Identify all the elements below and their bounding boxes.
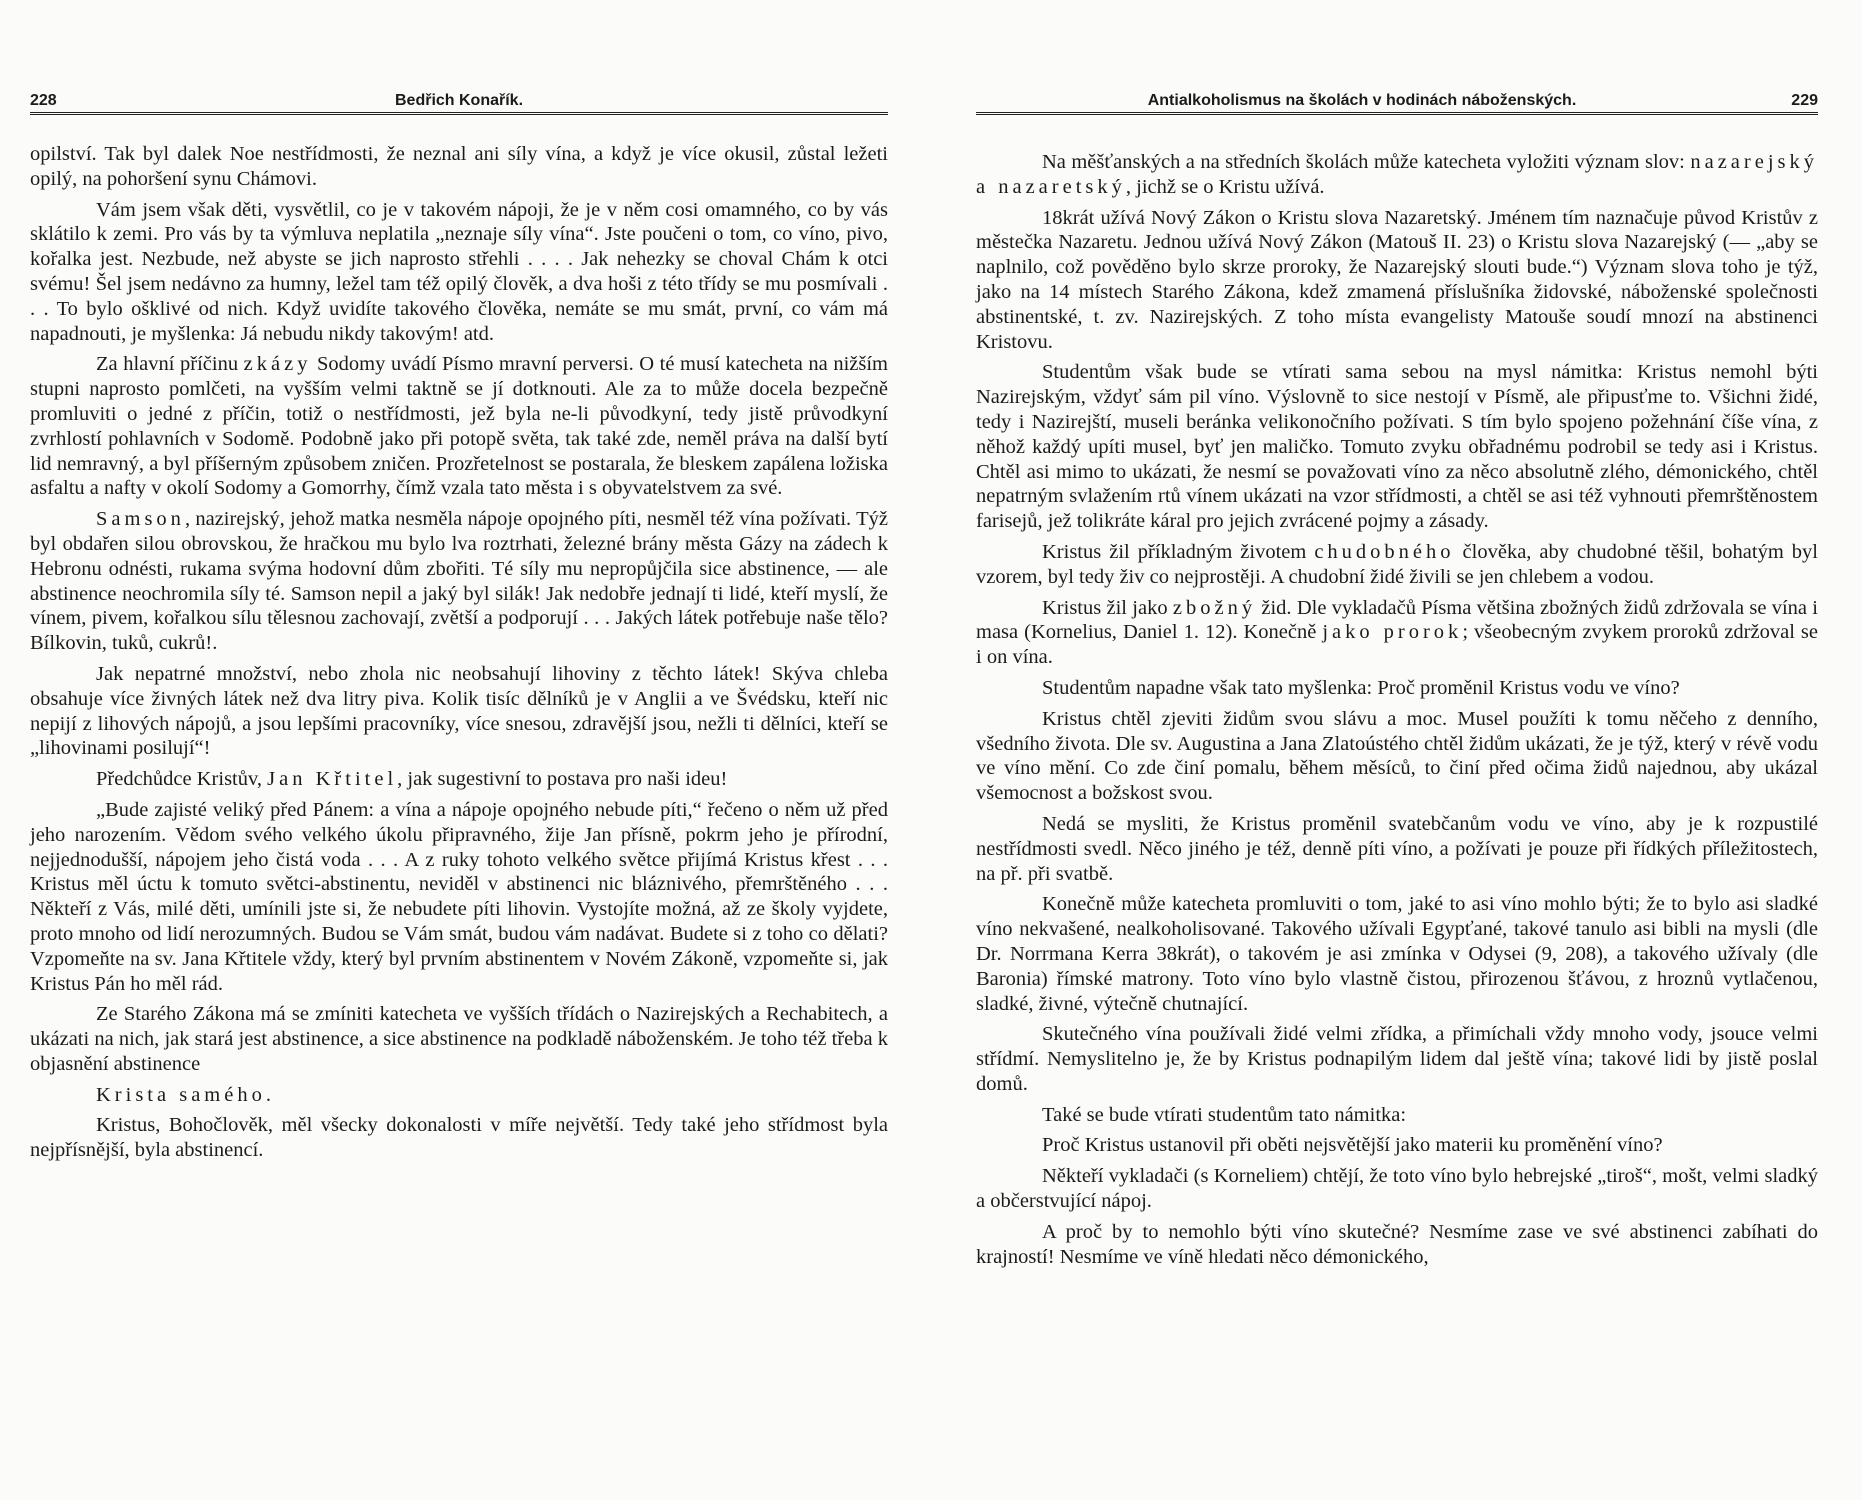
- text-run: „Bude zajisté veliký před Pánem: a vína a nápoje opojného nebude píti,“ řečeno o něm už před jeho narozením. Vědom svého velkého úkolu připravného, žije Jan přísně, pokrm jeho je přírodní, nejjednodušší, nápojem jeho čistá voda . . . A z ruky tohoto velkého světce přijímá Kristus křest . . . Kristus měl úctu k tomuto světci-abstinentu, neviděl v abstinenci nic bláznivého, přemrštěného . . . Někteří z Vás, milé děti, umínili jste si, že nebudete píti lihovin. Vystojíte možná, až ze školy vyjdete, proto mnoho od lidí nerozumných. Budou se Vám smát, budou vám nadávat. Budete si z toho co dělati? Vzpomeňte na sv. Jana Křtitele vždy, který byl prvním abstinentem v Novém Zákoně, vzpomeňte si, jak Kristus Pán ho měl rád.: [30, 798, 888, 995]
- paragraph: [976, 1103, 1818, 1128]
- text-run: 18krát užívá Nový Zákon o Kristu slova Nazaretský. Jménem tím naznačuje původ Kristův z městečka Nazaretu. Jednou užívá Nový Zákon (Matouš II. 23) o Kristu slova Nazarejský (— „aby se naplnilo, což pověděno bylo skrze proroky, že Nazarejský slouti bude.“) Význam slova toho je týž, jako na 14 místech Starého Zákona, kdež zmamená příslušníka židovské, náboženské společnosti abstinentské, t. zv. Nazirejských. Z toho místa evangelisty Matouše soudí mnozí na abstinenci Kristovu.: [976, 206, 1818, 353]
- paragraph: [976, 812, 1818, 886]
- right-running-title: Antialkoholismus na školách v hodinách náboženských.: [1147, 92, 1577, 109]
- spaced-emphasis: nazarejský a nazaretský: [976, 151, 1818, 198]
- paragraph: [30, 767, 888, 792]
- paragraph: [976, 206, 1818, 355]
- text-run: , jak sugestivní to postava pro naši ideu!: [397, 768, 728, 791]
- text-run: ; všeobecným zvykem proroků zdržoval se i on vína.: [976, 621, 1818, 669]
- text-run: Vám jsem však děti, vysvětlil, co je v takovém nápoji, že je v něm cosi omamného, co by vás sklátilo k zemi. Pro vás by ta výmluva neplatila „neznaje síly vína“. Jste poučeni o tom, co víno, pivo, kořalka jest. Nezbude, než abyste se jich naprosto střehli . . . . Jak nehezky se choval Chám k otci svému! Šel jsem nedávno za humny, ležel tam též opilý člověk, a dva hoši z této třídy se mu posmívali . . . To bylo ošklivé od nich. Když uvidíte takového člověka, nemáte se mu smát, první, co vám má napadnouti, je myšlenka: Já nebudu nikdy takovým! atd.: [30, 198, 888, 345]
- paragraph: [30, 1002, 888, 1076]
- left-header-rule: [30, 112, 888, 117]
- left-page-body: [30, 142, 888, 1169]
- paragraph: [30, 1083, 888, 1108]
- paragraph: [976, 1022, 1818, 1096]
- text-run: opilství. Tak byl dalek Noe nestřídmosti, že neznal ani síly vína, a když je více okusil, zůstal ležeti opilý, na pohoršení synu Chámovi.: [30, 143, 888, 190]
- spaced-emphasis: jako prorok: [1322, 621, 1463, 644]
- paragraph: [976, 707, 1818, 806]
- spaced-emphasis: zkázy: [243, 353, 312, 376]
- right-page: [976, 0, 1818, 1500]
- left-page-number: 228: [30, 92, 57, 109]
- text-run: Ze Starého Zákona má se zmíniti katecheta ve vyšších třídách o Nazirejských a Rechabitech, a ukázati na nich, jak stará jest abstinence, a sice abstinence na podkladě náboženském. Je toho též třeba k objasnění abstinence: [30, 1003, 888, 1075]
- text-run: Kristus, Bohočlověk, měl všecky dokonalosti v míře největší. Tedy také jeho střídmost byla nejpřísnější, byla abstinencí.: [30, 1114, 888, 1162]
- paragraph: [976, 892, 1818, 1016]
- text-run: Předchůdce Kristův,: [96, 768, 268, 791]
- paragraph: [30, 1113, 888, 1163]
- text-run: Někteří vykladači (s Korneliem) chtějí, že toto víno bylo hebrejské „tiroš“, mošt, velmi sladký a občerstvující nápoj.: [976, 1165, 1818, 1213]
- paragraph: [30, 662, 888, 761]
- spaced-emphasis: Jan Křtitel: [267, 768, 398, 791]
- paragraph: [976, 596, 1818, 670]
- spaced-emphasis: chudobného: [1314, 540, 1455, 563]
- text-run: , nazirejský, jehož matka nesměla nápoje opojného píti, nesměl též vína požívati. Týž byl obdařen silou obrovskou, že hračkou mu bylo lva roztrhati, železné brány města Gázy na zádech k Hebronu odnésti, rukama svýma hodovní dům zbořiti. Té síly mu nepropůjčila sice abstinence, — ale abstinence neochromila síly té. Samson nepil a jaký byl silák! Jak nedobře jednají ti lidé, kteří myslí, že vínem, pivem, kořalkou sílu tělesnou zachovají, zvětší a podporují . . . Jakých látek potřebuje naše tělo? Bílkovin, tuků, cukrů!.: [30, 508, 888, 655]
- right-page-body: [976, 150, 1818, 1275]
- paragraph: [30, 142, 888, 192]
- text-run: Konečně může katecheta promluviti o tom, jaké to asi víno mohlo býti; že to bylo asi sladké víno nekvašené, nealkoholisované. Takového užívali Egypťané, takové tanulo asi bibli na mysli (dle Dr. Norrmana Kerra 38krát), o takovém je asi zmínka v Odysei (9, 208), a takového užívaly (dle Baronia) římské matrony. Toto víno bylo vlastně čistou, přirozenou šťávou, z hroznů vytlačenou, sladké, živné, výtečně chutnající.: [976, 893, 1818, 1015]
- right-header-rule: [976, 112, 1818, 117]
- text-run: Jak nepatrné množství, nebo zhola nic neobsahují lihoviny z těchto látek! Skýva chleba obsahuje více živných látek než dva litry piva. Kolik tisíc dělníků je v Anglii a ve Švédsku, kteří nic nepijí z lihových nápojů, a jsou lepšími pracovníky, více snesou, zdravější jsou, nežli ti dělníci, kteří se „lihovinami posilují“!: [30, 662, 888, 760]
- paragraph: [30, 198, 888, 347]
- spaced-emphasis: zbožný: [1172, 596, 1257, 619]
- text-run: Kristus žil jako: [1042, 596, 1173, 619]
- spaced-emphasis: Krista samého: [96, 1083, 266, 1106]
- text-run: Za hlavní příčinu: [96, 353, 244, 376]
- paragraph: [976, 1164, 1818, 1214]
- text-run: člověka, aby chudobné těšil, bohatým byl vzorem, byl tedy živ co nejprostěji. A chudobní židé živili se jen chlebem a vodou.: [976, 540, 1819, 588]
- text-run: .: [265, 1083, 271, 1106]
- text-run: Proč Kristus ustanovil při oběti nejsvětější jako materii ku proměnění víno?: [1042, 1134, 1663, 1157]
- left-page: [30, 0, 888, 1500]
- paragraph: [30, 352, 888, 501]
- paragraph: [976, 1133, 1818, 1158]
- text-run: Na měšťanských a na středních školách může katecheta vyložiti význam slov:: [1042, 151, 1691, 173]
- paragraph: [976, 676, 1818, 701]
- text-run: Sodomy uvádí Písmo mravní perversi. O té musí katecheta na nižším stupni naprosto pomlčeti, na vyšším velmi taktně se jí dotknouti. Ale za to může docela bezpečně promluviti o jedné z příčin, totiž o nestřídmosti, jež byla ne-li původkyní, tedy jistě průvodkyní zvrhlostí pohlavních v Sodomě. Podobně jako při potopě světa, tak také zde, neměl práva na další bytí lid nemravný, a byl příšerným způsobem zničen. Prozřetelnost se postarala, že bleskem zapálena ložiska asfaltu a nafty v okolí Sodomy a Gomorrhy, čímž vzala tato města i s obyvatelstvem za své.: [30, 353, 888, 500]
- text-run: Kristus žil příkladným životem: [1042, 540, 1315, 563]
- text-run: Také se bude vtírati studentům tato námitka:: [1042, 1103, 1407, 1126]
- paragraph: [976, 1220, 1818, 1270]
- paragraph: [976, 360, 1818, 534]
- text-run: A proč by to nemohlo býti víno skutečné? Nesmíme zase ve své abstinenci zabíhati do krajností! Nesmíme ve víně hledati něco démonického,: [976, 1220, 1818, 1268]
- paragraph: [976, 150, 1818, 200]
- paragraph: [976, 540, 1818, 590]
- right-page-number: 229: [1791, 92, 1818, 109]
- spaced-emphasis: Samson: [96, 508, 185, 531]
- text-run: , jichž se o Kristu užívá.: [1125, 175, 1325, 198]
- text-run: žid. Dle vykladačů Písma většina zbožných židů zdržovala se vína i masa (Kornelius, Daniel 1. 12). Konečně: [976, 596, 1818, 644]
- text-run: Studentům však bude se vtírati sama sebou na mysl námitka: Kristus nemohl býti Nazirejským, vždyť sám pil víno. Výslovně to sice nestojí v Písmě, ale připusťme to. Všichni židé, tedy i Nazirejští, museli beránka velikonočního požívati. S tím bylo spojeno požehnání číše vína, z něhož každý upíti musel, byť jen maličko. Tomuto zvyku obřadnému podrobil se tedy asi i Kristus. Chtěl asi mimo to ukázati, že nesmí se považovati víno za něco absolutně zlého, démonického, chtěl nepatrným svlažením rtů vínem ukázati na vzor střídmosti, a chtěl se asi též vyhnouti přemrštěnostem farisejů, jež tolikráte káral pro jejich zvrácené pojmy a zásady.: [976, 361, 1818, 533]
- paragraph: [30, 798, 888, 996]
- text-run: Nedá se mysliti, že Kristus proměnil svatebčanům vodu ve víno, aby je k rozpustilé nestřídmosti svedl. Něco jiného je též, denně píti víno, a požívati je pouze při řídkých příležitostech, na př. při svatbě.: [976, 812, 1818, 885]
- left-running-title: Bedřich Konařík.: [394, 92, 524, 109]
- text-run: Kristus chtěl zjeviti židům svou slávu a moc. Musel použíti k tomu něčeho z denního, všedního života. Dle sv. Augustina a Jana Zlatoústého chtěl židům ukázati, že je týž, který v révě vodu ve víno mění. Co zde činí pomalu, během měsíců, to činí před očima židů najednou, aby ukázal všemocnost a božskost svou.: [976, 707, 1818, 805]
- text-run: Skutečného vína používali židé velmi zřídka, a přimíchali vždy mnoho vody, jsouce velmi střídmí. Nemyslitelno je, že by Kristus podnapilým lidem dal ještě vína; takové lidi by jistě poslal domů.: [976, 1023, 1818, 1095]
- text-run: Studentům napadne však tato myšlenka: Proč proměnil Kristus vodu ve víno?: [1042, 676, 1680, 699]
- paragraph: [30, 507, 888, 656]
